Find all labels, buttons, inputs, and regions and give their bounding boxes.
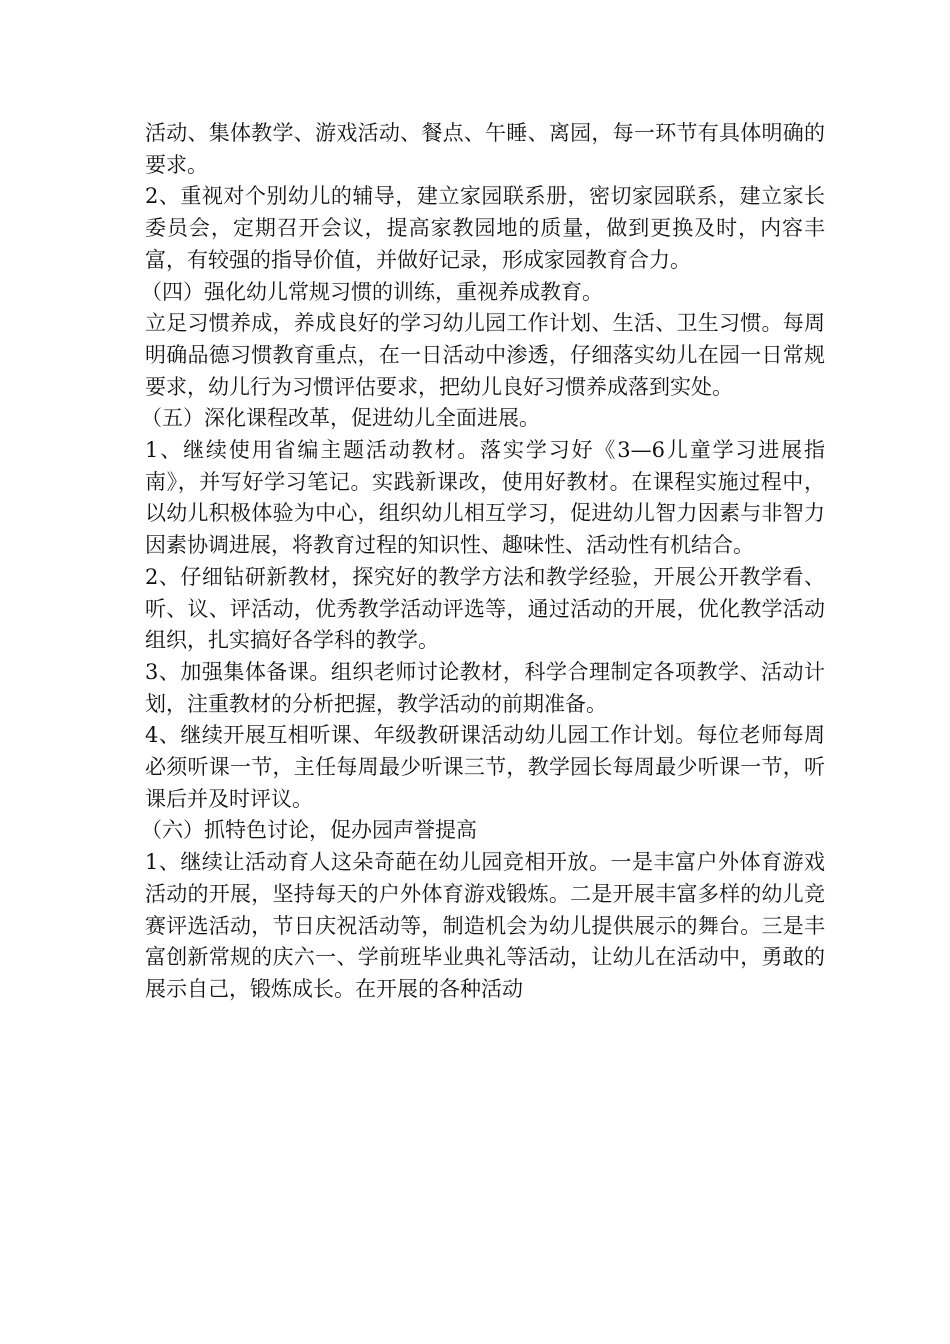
paragraph-home-school-contact: 2、重视对个别幼儿的辅导，建立家园联系册，密切家园联系，建立家长委员会，定期召开会议，提高家教园地的质量，做到更换及时，内容丰富，有较强的指导价值，并做好记录，形成家园教育合力。 — [145, 184, 825, 272]
paragraph-mutual-observation: 4、继续开展互相听课、年级教研课活动幼儿园工作计划。每位老师每周必须听课一节，主任每周最少听课三节，教学园长每周最少听课一节，听课后并及时评议。 — [145, 723, 825, 811]
paragraph-activity-education: 1、继续让活动育人这朵奇葩在幼儿园竞相开放。一是丰富户外体育游戏活动的开展，坚持每天的户外体育游戏锻炼。二是开展丰富多样的幼儿竞赛评选活动，节日庆祝活动等，制造机会为幼儿提供展示的舞台。三是丰富创新常规的庆六一、学前班毕业典礼等活动，让幼儿在活动中，勇敢的展示自己，锻炼成长。在开展的各种活动 — [145, 850, 825, 1001]
paragraph-collective-lesson-prep: 3、加强集体备课。组织老师讨论教材，科学合理制定各项教学、活动计划，注重教材的分析把握，教学活动的前期准备。 — [145, 659, 825, 716]
paragraph-daily-routine: 活动、集体教学、游戏活动、餐点、午睡、离园，每一环节有具体明确的要求。 — [145, 121, 825, 177]
section-heading-five: （五）深化课程改革，促进幼儿全面进展。 — [141, 406, 540, 431]
section-heading-four: （四）强化幼儿常规习惯的训练，重视养成教育。 — [141, 279, 603, 304]
paragraph-curriculum-materials: 1、继续使用省编主题活动教材。落实学习好《3—6儿童学习进展指南》，并写好学习笔记。实践新课改，使用好教材。在课程实施过程中，以幼儿积极体验为中心，组织幼儿相互学习，促进幼儿智力因素与非智力因素协调进展，将教育过程的知识性、趣味性、活动性有机结合。 — [145, 438, 825, 558]
paragraph-study-new-materials: 2、仔细钻研新教材，探究好的教学方法和教学经验，开展公开教学看、听、议、评活动，优秀教学活动评选等，通过活动的开展，优化教学活动组织，扎实搞好各学科的教学。 — [145, 564, 825, 653]
document-page — [141, 118, 825, 1006]
section-heading-six: （六）抓特色讨论，促办园声誉提高 — [141, 818, 477, 843]
paragraph-habit-formation: 立足习惯养成，养成良好的学习幼儿园工作计划、生活、卫生习惯。每周明确品德习惯教育重点，在一日活动中渗透，仔细落实幼儿在园一日常规要求，幼儿行为习惯评估要求，把幼儿良好习惯养成落到实处。 — [145, 311, 825, 399]
